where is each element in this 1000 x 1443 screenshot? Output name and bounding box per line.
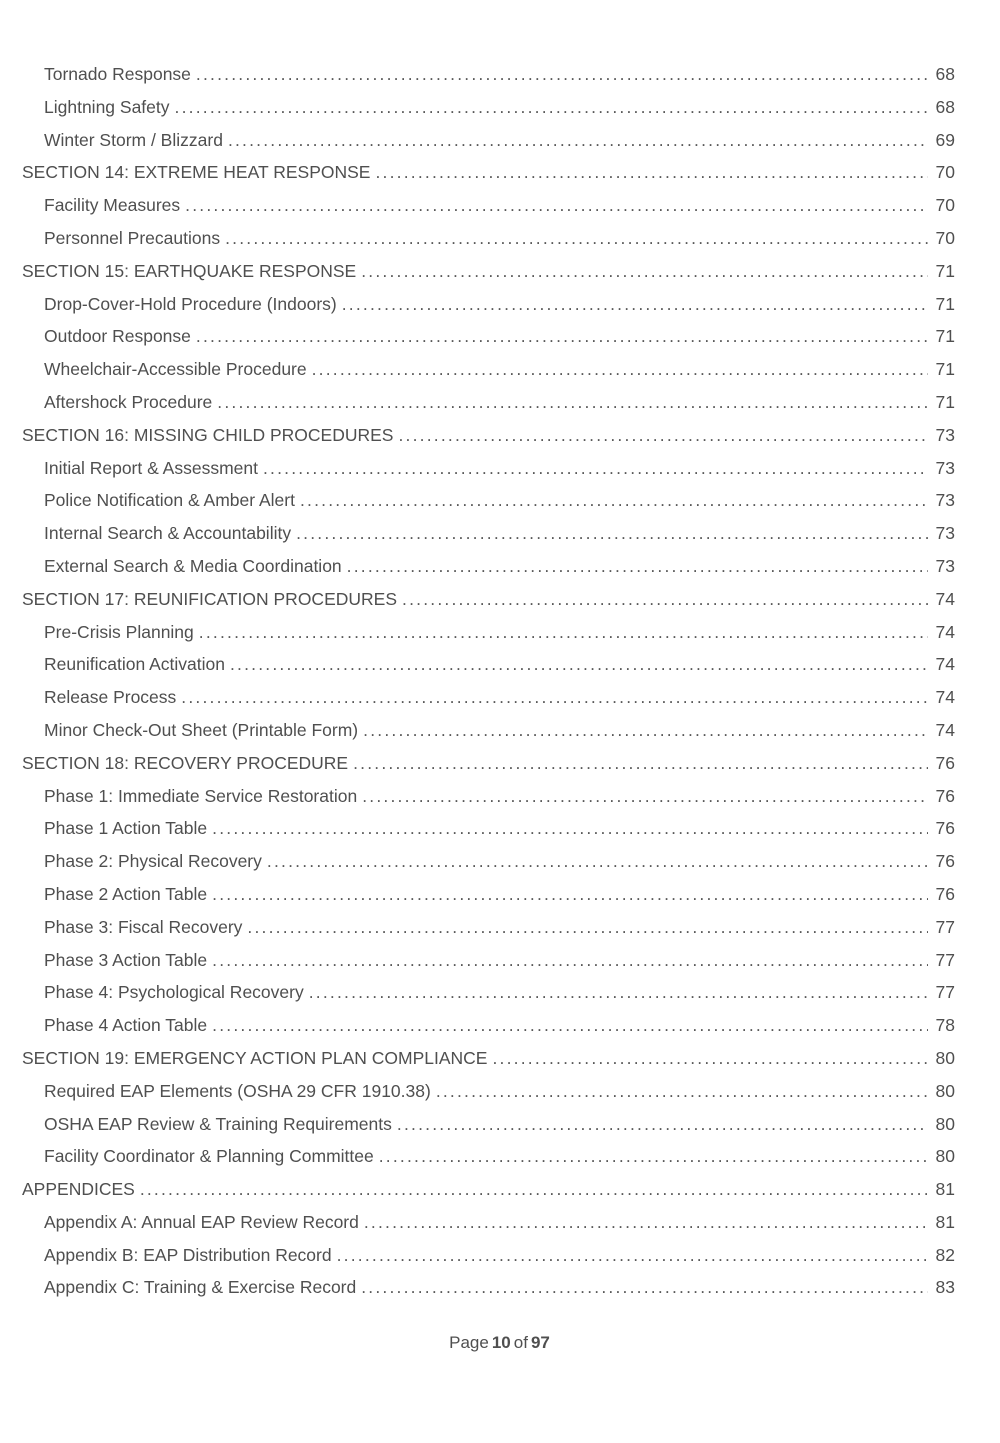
dot-leader	[375, 156, 928, 189]
toc-entry-label: Reunification Activation	[44, 654, 225, 675]
toc-entry[interactable]	[22, 648, 955, 681]
toc-entry-label: Release Process	[44, 687, 177, 708]
footer-total-pages: 97	[530, 1333, 550, 1353]
dot-leader	[309, 976, 928, 1009]
toc-entry-page-number: 73	[935, 555, 955, 576]
toc-entry-label: Facility Coordinator & Planning Committee	[44, 1146, 374, 1167]
toc-entry-label: Phase 4 Action Table	[44, 1015, 208, 1036]
toc-entry[interactable]	[22, 1271, 955, 1304]
dot-leader	[402, 583, 928, 616]
toc-entry-page-number: 82	[935, 1244, 955, 1265]
toc-entry[interactable]	[22, 189, 955, 222]
toc-entry-page-number: 71	[935, 391, 955, 412]
toc-entry-label: Phase 3 Action Table	[44, 949, 208, 970]
dot-leader	[228, 124, 928, 157]
dot-leader	[267, 845, 928, 878]
toc-entry[interactable]	[22, 1239, 955, 1272]
toc-entry[interactable]	[22, 484, 955, 517]
toc-entry-page-number: 78	[935, 1015, 955, 1036]
toc-entry-label: Appendix C: Training & Exercise Record	[44, 1277, 357, 1298]
toc-entry[interactable]	[22, 386, 955, 419]
toc-entry-page-number: 69	[935, 129, 955, 150]
toc-entry-page-number: 68	[935, 64, 955, 84]
toc-entry-label: SECTION 14: EXTREME HEAT RESPONSE	[22, 162, 371, 183]
toc-entry[interactable]	[22, 1075, 955, 1108]
toc-entry-label: Lightning Safety	[44, 96, 170, 117]
toc-entry[interactable]	[22, 714, 955, 747]
toc-entry[interactable]	[22, 878, 955, 911]
dot-leader	[140, 1173, 928, 1206]
toc-entry-label: Appendix B: EAP Distribution Record	[44, 1244, 332, 1265]
toc-entry-page-number: 80	[935, 1146, 955, 1167]
dot-leader	[296, 517, 928, 550]
dot-leader	[361, 255, 928, 288]
toc-entry-page-number: 77	[935, 982, 955, 1003]
dot-leader	[212, 944, 928, 977]
toc-entry-page-number: 80	[935, 1047, 955, 1068]
dot-leader	[199, 616, 928, 649]
toc-entry[interactable]	[22, 944, 955, 977]
toc-entry-page-number: 74	[935, 719, 955, 740]
toc-entry-label: SECTION 15: EARTHQUAKE RESPONSE	[22, 260, 357, 281]
footer-current-page: 10	[491, 1333, 511, 1353]
toc-entry[interactable]	[22, 353, 955, 386]
dot-leader	[312, 353, 928, 386]
toc-entry[interactable]	[22, 1173, 955, 1206]
toc-entry[interactable]	[22, 58, 955, 91]
toc-entry[interactable]	[22, 911, 955, 944]
dot-leader	[397, 1108, 928, 1141]
toc-entry-label: Pre-Crisis Planning	[44, 621, 194, 642]
toc-entry-page-number: 70	[935, 195, 955, 216]
toc-entry-page-number: 74	[935, 588, 955, 609]
toc-entry[interactable]	[22, 616, 955, 649]
toc-entry-label: Outdoor Response	[44, 326, 191, 347]
dot-leader	[175, 91, 928, 124]
toc-entry[interactable]	[22, 583, 955, 616]
toc-entry-label: Phase 2: Physical Recovery	[44, 851, 262, 872]
toc-entry-label: Required EAP Elements (OSHA 29 CFR 1910.38)	[44, 1080, 431, 1101]
toc-entry-label: Appendix A: Annual EAP Review Record	[44, 1211, 359, 1232]
dot-leader	[353, 747, 928, 780]
dot-leader	[379, 1140, 928, 1173]
toc-entry-page-number: 76	[935, 883, 955, 904]
dot-leader	[212, 878, 928, 911]
footer-of-label: of	[513, 1333, 528, 1353]
toc-entry-page-number: 73	[935, 490, 955, 511]
dot-leader	[185, 189, 928, 222]
toc-entry-label: Drop-Cover-Hold Procedure (Indoors)	[44, 293, 337, 314]
toc-entry-page-number: 80	[935, 1080, 955, 1101]
dot-leader	[363, 714, 928, 747]
toc-entry[interactable]	[22, 222, 955, 255]
toc-entry-page-number: 70	[935, 162, 955, 183]
dot-leader	[361, 1271, 928, 1304]
toc-entry-label: APPENDICES	[22, 1179, 135, 1200]
toc-entry[interactable]	[22, 550, 955, 583]
toc-entry[interactable]	[22, 812, 955, 845]
toc-entry-page-number: 76	[935, 785, 955, 806]
dot-leader	[263, 452, 928, 485]
toc-entry-page-number: 76	[935, 752, 955, 773]
toc-entry[interactable]	[22, 780, 955, 813]
page-footer	[0, 1326, 1000, 1359]
toc-entry[interactable]	[22, 124, 955, 157]
toc-entry[interactable]	[22, 419, 955, 452]
dot-leader	[217, 386, 928, 419]
dot-leader	[212, 1009, 928, 1042]
toc-entry[interactable]	[22, 517, 955, 550]
toc-entry-label: Phase 1: Immediate Service Restoration	[44, 785, 358, 806]
dot-leader	[196, 320, 928, 353]
toc-entry-label: Minor Check-Out Sheet (Printable Form)	[44, 719, 359, 740]
toc-entry-label: Facility Measures	[44, 195, 181, 216]
dot-leader	[212, 812, 928, 845]
dot-leader	[347, 550, 928, 583]
toc-entry-label: Police Notification & Amber Alert	[44, 490, 295, 511]
toc-entry[interactable]	[22, 747, 955, 780]
toc-entry-page-number: 80	[935, 1113, 955, 1134]
toc-entry[interactable]	[22, 1140, 955, 1173]
toc-entry-label: Phase 4: Psychological Recovery	[44, 982, 304, 1003]
dot-leader	[492, 1042, 928, 1075]
toc-entry[interactable]	[22, 320, 955, 353]
toc-entry[interactable]	[22, 976, 955, 1009]
toc-entry[interactable]	[22, 288, 955, 321]
toc-entry-label: SECTION 18: RECOVERY PROCEDURE	[22, 752, 349, 773]
toc-entry-page-number: 71	[935, 326, 955, 347]
toc-entry-label: Wheelchair-Accessible Procedure	[44, 359, 307, 380]
toc-entry-label: Internal Search & Accountability	[44, 523, 292, 544]
toc-entry-page-number: 76	[935, 851, 955, 872]
toc-entry-label: Tornado Response	[44, 64, 191, 84]
dot-leader	[247, 911, 928, 944]
toc-entry[interactable]	[22, 1206, 955, 1239]
toc-entry[interactable]	[22, 452, 955, 485]
toc-entry-label: Winter Storm / Blizzard	[44, 129, 223, 150]
toc-entry-page-number: 74	[935, 621, 955, 642]
toc-entry-page-number: 71	[935, 359, 955, 380]
toc-entry-page-number: 74	[935, 654, 955, 675]
toc-entry-page-number: 73	[935, 424, 955, 445]
toc-entry-label: Phase 3: Fiscal Recovery	[44, 916, 243, 937]
toc-entry-page-number: 83	[935, 1277, 955, 1298]
toc-entry[interactable]	[22, 1009, 955, 1042]
toc-entry-page-number: 81	[935, 1211, 955, 1232]
toc-entry-label: Phase 1 Action Table	[44, 818, 208, 839]
toc-entry[interactable]	[22, 156, 955, 189]
toc-entry-page-number: 71	[935, 293, 955, 314]
toc-entry-label: SECTION 16: MISSING CHILD PROCEDURES	[22, 424, 394, 445]
dot-leader	[362, 780, 928, 813]
toc-entry-page-number: 73	[935, 523, 955, 544]
dot-leader	[436, 1075, 928, 1108]
toc-entry[interactable]	[22, 1042, 955, 1075]
dot-leader	[342, 288, 928, 321]
toc-entry-page-number: 73	[935, 457, 955, 478]
toc-entry[interactable]	[22, 255, 955, 288]
dot-leader	[181, 681, 928, 714]
toc-entry-page-number: 71	[935, 260, 955, 281]
toc-entry-label: External Search & Media Coordination	[44, 555, 342, 576]
toc-entry-page-number: 68	[935, 96, 955, 117]
toc-entry-page-number: 81	[935, 1179, 955, 1200]
dot-leader	[230, 648, 928, 681]
toc-entry-label: SECTION 19: EMERGENCY ACTION PLAN COMPLIANCE	[22, 1047, 488, 1068]
toc-entry[interactable]	[22, 1108, 955, 1141]
dot-leader	[225, 222, 928, 255]
dot-leader	[196, 58, 928, 91]
toc-entry[interactable]	[22, 845, 955, 878]
dot-leader	[300, 484, 928, 517]
toc-entry-label: Initial Report & Assessment	[44, 457, 258, 478]
toc-entry-label: Phase 2 Action Table	[44, 883, 208, 904]
toc-entry-page-number: 74	[935, 687, 955, 708]
dot-leader	[337, 1239, 928, 1272]
toc-entry-label: Personnel Precautions	[44, 227, 221, 248]
footer-page-label: Page	[449, 1333, 489, 1353]
toc-entry-page-number: 77	[935, 916, 955, 937]
toc-entry-page-number: 70	[935, 227, 955, 248]
toc-entry-label: OSHA EAP Review & Training Requirements	[44, 1113, 392, 1134]
toc-entry[interactable]	[22, 681, 955, 714]
toc-entry-page-number: 77	[935, 949, 955, 970]
toc-entry[interactable]	[22, 91, 955, 124]
dot-leader	[364, 1206, 928, 1239]
dot-leader	[398, 419, 928, 452]
toc-entry-page-number: 76	[935, 818, 955, 839]
toc-entry-label: Aftershock Procedure	[44, 391, 213, 412]
toc-entry-label: SECTION 17: REUNIFICATION PROCEDURES	[22, 588, 398, 609]
